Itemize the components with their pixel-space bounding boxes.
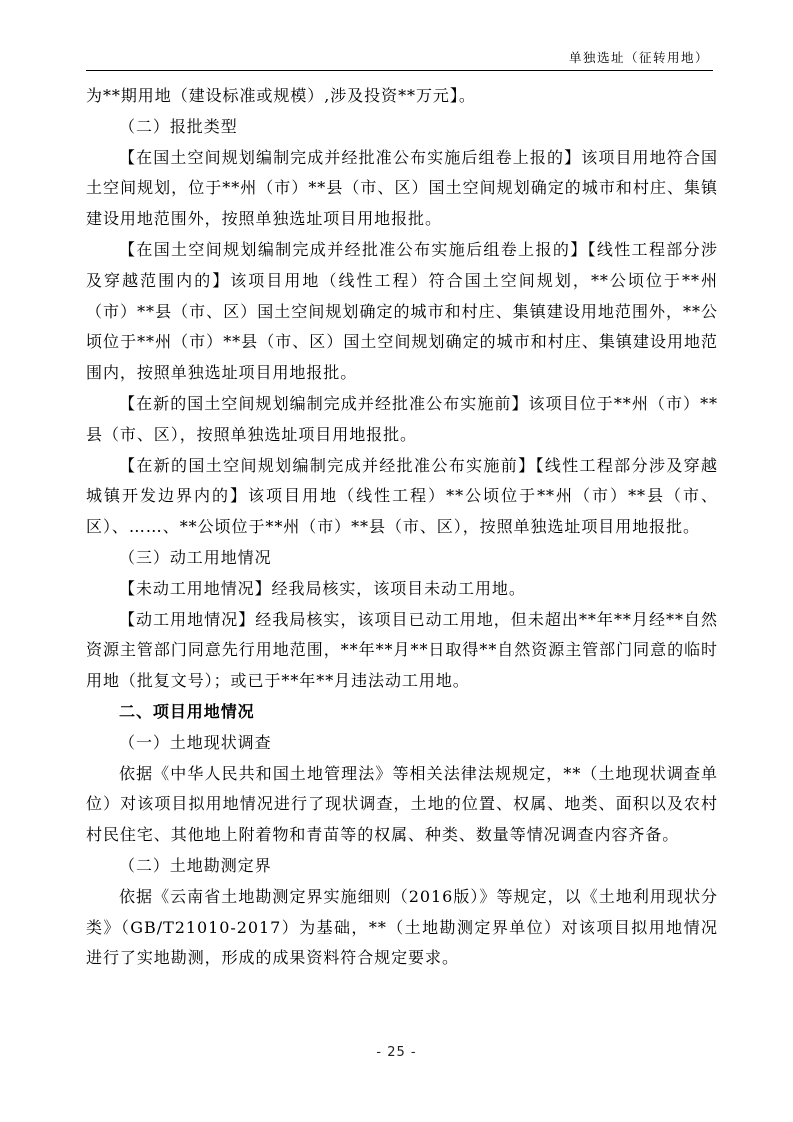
document-body bbox=[86, 81, 718, 974]
paragraph-approval-case-3: 【在新的国土空间规划编制完成并经批准公布实施前】该项目位于**州（市）**县（市、区），按照单独选址项目用地报批。 bbox=[86, 393, 718, 444]
section-heading-construction-status: （三）动工用地情况 bbox=[119, 547, 272, 567]
paragraph-boundary-survey: 依据《云南省土地勘测定界实施细则（2016版）》等规定，以《土地利用现状分类》（GB/T21010-2017）为基础，**（土地勘测定界单位）对该项目拟用地情况进行了实地勘测，形成的成果资料符合规定要求。 bbox=[86, 886, 718, 968]
section-heading-land-survey: （一）土地现状调查 bbox=[119, 732, 272, 752]
header-title: 单独选址（征转用地） bbox=[568, 50, 709, 65]
page-number: - 25 - bbox=[376, 1045, 417, 1060]
paragraph-approval-case-1: 【在国土空间规划编制完成并经批准公布实施后组卷上报的】该项目用地符合国土空间规划，位于**州（市）**县（市、区）国土空间规划确定的城市和村庄、集镇建设用地范围外，按照单独选址项目用地报批。 bbox=[86, 147, 718, 229]
paragraph-land-survey: 依据《中华人民共和国土地管理法》等相关法律法规规定，**（土地现状调查单位）对该项目拟用地情况进行了现状调查，土地的位置、权属、地类、面积以及农村村民住宅、其他地上附着物和青苗等的权属、种类、数量等情况调查内容齐备。 bbox=[86, 763, 718, 845]
paragraph-started: 【动工用地情况】经我局核实，该项目已动工用地，但未超出**年**月经**自然资源主管部门同意先行用地范围，**年**月**日取得**自然资源主管部门同意的临时用地（批复文号）；或已于**年**月违法动工用地。 bbox=[86, 609, 718, 691]
paragraph-approval-case-2: 【在国土空间规划编制完成并经批准公布实施后组卷上报的】【线性工程部分涉及穿越范围内的】该项目用地（线性工程）符合国土空间规划，**公顷位于**州（市）**县（市、区）国土空间规划确定的城市和村庄、集镇建设用地范围外，**公顷位于**州（市）**县（市、区）国土空间规划确定的城市和村庄、集镇建设用地范围内，按照单独选址项目用地报批。 bbox=[86, 239, 718, 383]
paragraph-not-started: 【未动工用地情况】经我局核实，该项目未动工用地。 bbox=[119, 578, 526, 598]
section-heading-boundary-survey: （二）土地勘测定界 bbox=[119, 855, 272, 875]
paragraph-continuation: 为**期用地（建设标准或规模）,涉及投资**万元】。 bbox=[86, 86, 476, 105]
paragraph-approval-case-4: 【在新的国土空间规划编制完成并经批准公布实施前】【线性工程部分涉及穿越城镇开发边界内的】该项目用地（线性工程）**公顷位于**州（市）**县（市、区）、……、**公顷位于**州（市）**县（市、区），按照单独选址项目用地报批。 bbox=[86, 455, 718, 537]
page-header bbox=[86, 44, 713, 71]
chapter-heading-land-use: 二、项目用地情况 bbox=[119, 701, 255, 721]
section-heading-approval-type: （二）报批类型 bbox=[119, 116, 238, 136]
